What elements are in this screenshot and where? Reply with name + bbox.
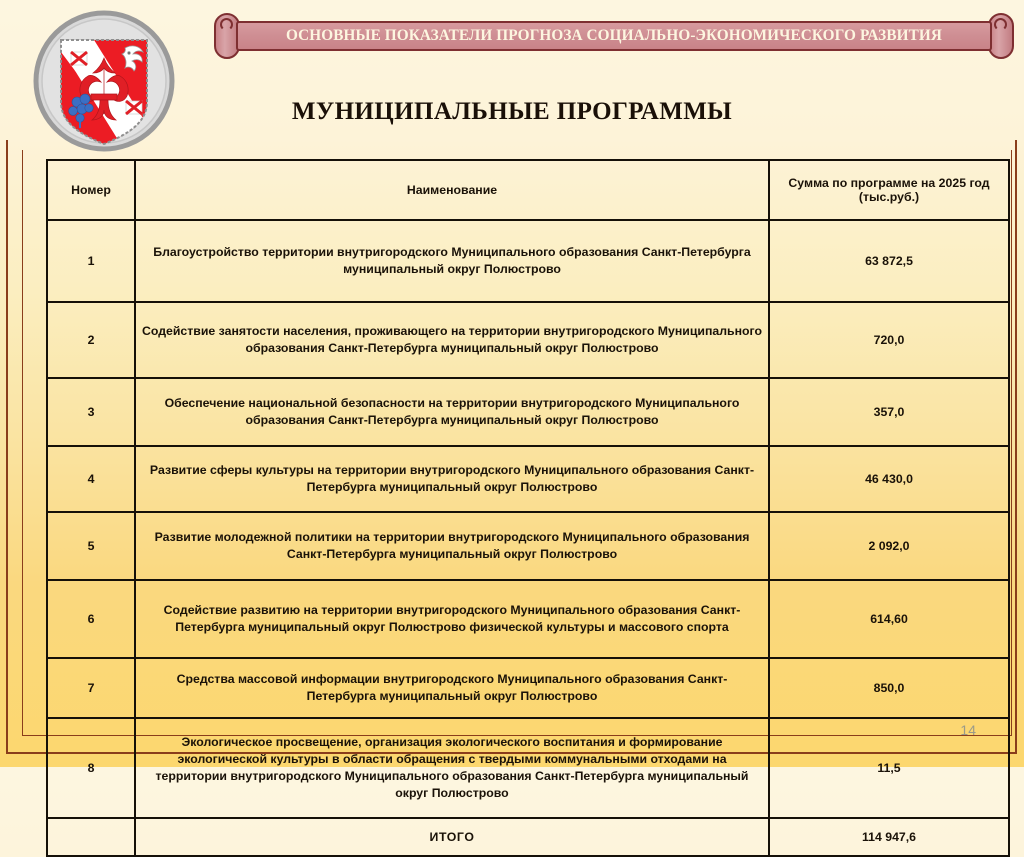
page-title: МУНИЦИПАЛЬНЫЕ ПРОГРАММЫ <box>291 98 733 125</box>
cell-name: Средства массовой информации внутригородского Муниципального образования Санкт-Петербурга муниципальный округ Полюстрово <box>135 658 769 718</box>
page-number: 14 <box>960 722 976 738</box>
municipal-programs-table <box>46 159 1010 857</box>
column-header-sum: Сумма по программе на 2025 год (тыс.руб.) <box>769 160 1009 220</box>
table-row <box>47 718 1009 818</box>
cell-name: Содействие развитию на территории внутригородского Муниципального образования Санкт-Петербурга муниципальный округ Полюстрово физической культуры и массового спорта <box>135 580 769 658</box>
cell-sum: 357,0 <box>769 378 1009 446</box>
banner-body <box>236 21 992 51</box>
cell-number: 5 <box>47 512 135 580</box>
table-row <box>47 378 1009 446</box>
cell-number: 1 <box>47 220 135 302</box>
cell-name: Экологическое просвещение, организация экологического воспитания и формирование экологической культуры в области обращения с твердыми коммунальными отходами на территории внутригородского Муниципального образования Санкт-Петербурга муниципальный округ Полюстрово <box>135 718 769 818</box>
municipal-programs-table-container <box>46 159 1008 857</box>
cell-sum: 614,60 <box>769 580 1009 658</box>
cell-name: Содействие занятости населения, проживающего на территории внутригородского Муниципального образования Санкт-Петербурга муниципальный округ Полюстрово <box>135 302 769 378</box>
cell-number: 6 <box>47 580 135 658</box>
header-banner <box>214 8 1014 62</box>
cell-sum: 850,0 <box>769 658 1009 718</box>
table-row <box>47 446 1009 512</box>
cell-sum: 11,5 <box>769 718 1009 818</box>
table-row <box>47 220 1009 302</box>
cell-total-sum: 114 947,6 <box>769 818 1009 856</box>
cell-sum: 2 092,0 <box>769 512 1009 580</box>
column-header-name: Наименование <box>135 160 769 220</box>
cell-name: Обеспечение национальной безопасности на территории внутригородского Муниципального образования Санкт-Петербурга муниципальный округ Полюстрово <box>135 378 769 446</box>
table-row <box>47 302 1009 378</box>
cell-name: Развитие молодежной политики на территории внутригородского Муниципального образования Санкт-Петербурга муниципальный округ Полюстрово <box>135 512 769 580</box>
cell-sum: 63 872,5 <box>769 220 1009 302</box>
cell-name: Благоустройство территории внутригородского Муниципального образования Санкт-Петербурга муниципальный округ Полюстрово <box>135 220 769 302</box>
coat-of-arms-emblem <box>33 10 175 152</box>
table-row <box>47 658 1009 718</box>
table-total-row <box>47 818 1009 856</box>
column-header-number: Номер <box>47 160 135 220</box>
cell-sum: 720,0 <box>769 302 1009 378</box>
cell-number: 7 <box>47 658 135 718</box>
cell-number: 2 <box>47 302 135 378</box>
banner-title: ОСНОВНЫЕ ПОКАЗАТЕЛИ ПРОГНОЗА СОЦИАЛЬНО-ЭКОНОМИЧЕСКОГО РАЗВИТИЯ <box>286 27 942 45</box>
cell-number: 4 <box>47 446 135 512</box>
cell-total-label: ИТОГО <box>135 818 769 856</box>
table-row <box>47 512 1009 580</box>
cell-number: 8 <box>47 718 135 818</box>
table-row <box>47 580 1009 658</box>
cell-sum: 46 430,0 <box>769 446 1009 512</box>
cell-total-number <box>47 818 135 856</box>
cell-name: Развитие сферы культуры на территории внутригородского Муниципального образования Санкт-Петербурга муниципальный округ Полюстрово <box>135 446 769 512</box>
table-header-row <box>47 160 1009 220</box>
cell-number: 3 <box>47 378 135 446</box>
